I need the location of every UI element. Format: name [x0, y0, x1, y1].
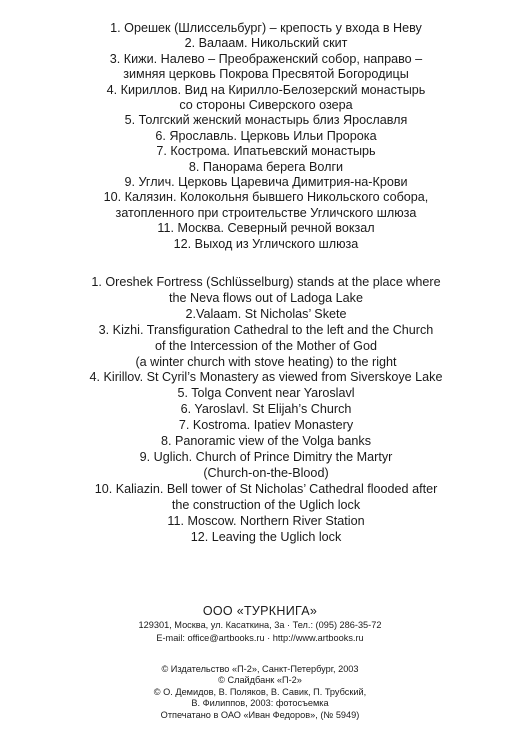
- caption-line: 11. Moscow. Northern River Station: [167, 513, 365, 528]
- caption-line: 6. Ярославль. Церковь Ильи Пророка: [155, 128, 377, 143]
- publisher-address: 129301, Москва, ул. Касаткина, 3а · Тел.: (095) 286-35-72: [138, 620, 382, 630]
- caption-line: 12. Leaving the Uglich lock: [190, 529, 342, 544]
- caption-line: 9. Uglich. Church of Prince Dimitry the Martyr: [139, 449, 393, 464]
- caption-line: 1. Орешек (Шлиссельбург) – крепость у входа в Неву: [110, 21, 422, 35]
- caption-line: 1. Oreshek Fortress (Schlüsselburg) stands at the place where: [91, 275, 441, 289]
- caption-line: 3. Kizhi. Transfiguration Cathedral to the left and the Church: [98, 322, 434, 337]
- caption-line: (Church-on-the-Blood): [203, 465, 329, 480]
- caption-line: 8. Panoramic view of the Volga banks: [160, 434, 372, 449]
- caption-line: 11. Москва. Северный речной вокзал: [157, 221, 375, 236]
- copyright-credits: [60, 664, 460, 721]
- caption-line: зимняя церковь Покрова Пресвятой Богородицы: [123, 67, 409, 82]
- caption-line: (a winter church with stove heating) to the right: [135, 354, 397, 369]
- caption-line: 2. Валаам. Никольский скит: [184, 36, 348, 51]
- caption-line: 8. Панорама берега Волги: [188, 159, 344, 174]
- credit-line: В. Филиппов, 2003: фотосъемка: [191, 698, 329, 709]
- credit-line: © О. Демидов, В. Поляков, В. Савик, П. Трубский,: [153, 686, 367, 697]
- caption-line: 5. Tolga Convent near Yaroslavl: [177, 386, 355, 401]
- caption-line: 6. Yaroslavl. St Elijah’s Church: [180, 402, 352, 417]
- caption-line: the Neva flows out of Ladoga Lake: [169, 290, 363, 305]
- caption-line: of the Intercession of the Mother of God: [155, 338, 377, 353]
- caption-line: the construction of the Uglich lock: [171, 497, 361, 512]
- caption-line: 4. Кириллов. Вид на Кирилло-Белозерский монастырь: [106, 82, 426, 97]
- caption-line: со стороны Сиверского озера: [179, 98, 353, 113]
- caption-line: 12. Выход из Угличского шлюза: [173, 236, 359, 251]
- publisher-block: [60, 604, 460, 645]
- caption-line: 3. Кижи. Налево – Преображенский собор, направо –: [109, 51, 423, 66]
- caption-line: 10. Калязин. Колокольня бывшего Никольского собора,: [103, 190, 429, 205]
- caption-line: 10. Kaliazin. Bell tower of St Nicholas’ Cathedral flooded after: [94, 481, 438, 496]
- caption-line: 2.Valaam. St Nicholas’ Skete: [185, 306, 347, 321]
- credit-line: Отпечатано в ОАО «Иван Федоров», (№ 5949): [160, 709, 360, 720]
- caption-list-english: [60, 275, 472, 545]
- caption-line: 9. Углич. Церковь Царевича Димитрия-на-Крови: [124, 175, 408, 190]
- credit-line: © Издательство «П-2», Санкт-Петербург, 2003: [161, 664, 359, 674]
- caption-line: затопленного при строительстве Угличского шлюза: [115, 205, 417, 220]
- caption-line: 7. Kostroma. Ipatiev Monastery: [178, 418, 354, 433]
- publisher-contact: E-mail: office@artbooks.ru · http://www.artbooks.ru: [156, 633, 364, 643]
- caption-line: 7. Кострома. Ипатьевский монастырь: [156, 144, 376, 159]
- caption-line: 4. Kirillov. St Cyril’s Monastery as viewed from Siverskoye Lake: [89, 370, 443, 385]
- caption-line: 5. Толгский женский монастырь близ Ярославля: [124, 113, 408, 128]
- publisher-name: ООО «ТУРКНИГА»: [202, 604, 318, 618]
- credit-line: © Слайдбанк «П-2»: [218, 675, 302, 686]
- caption-list-russian: [60, 21, 472, 252]
